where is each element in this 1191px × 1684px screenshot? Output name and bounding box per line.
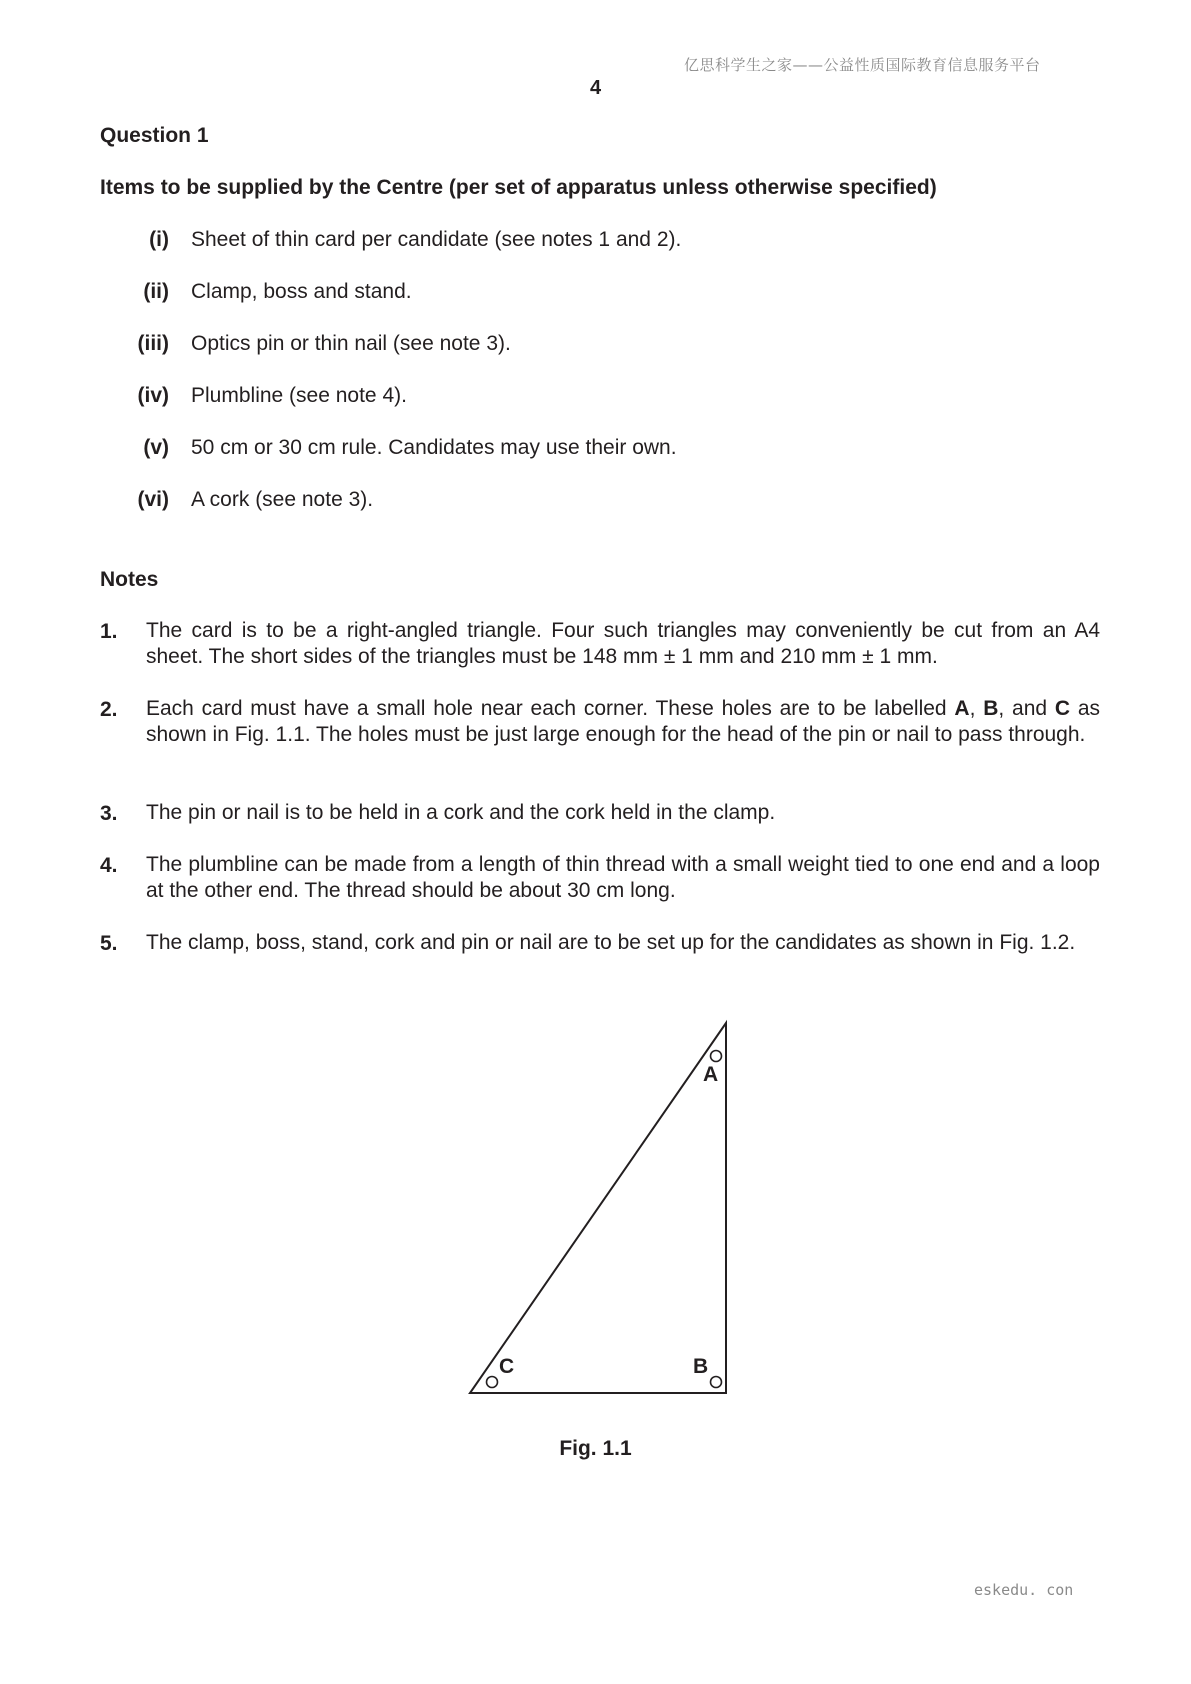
question-title: Question 1: [100, 124, 209, 147]
note-number: 4.: [100, 854, 118, 877]
watermark-bottom: eskedu. con: [974, 1581, 1074, 1599]
item-text: Sheet of thin card per candidate (see notes 1 and 2).: [191, 228, 682, 251]
item-number: (v): [143, 436, 169, 459]
note-text: The card is to be a right-angled triangle. Four such triangles may conveniently be cut from an A4 sheet. The short sides of the triangles must be 148 mm ± 1 mm and 210 mm ± 1 mm.: [146, 619, 1100, 668]
item-text: Clamp, boss and stand.: [191, 280, 412, 303]
note-text: The clamp, boss, stand, cork and pin or nail are to be set up for the candidates as shown in Fig. 1.2.: [146, 931, 1076, 954]
item-number: (iv): [137, 384, 169, 407]
item-number: (i): [149, 228, 169, 251]
item-text: A cork (see note 3).: [191, 488, 374, 511]
note-number: 1.: [100, 620, 118, 643]
label-a: A: [703, 1063, 719, 1086]
triangle-outline: [470, 1023, 726, 1393]
item-number: (ii): [143, 280, 169, 303]
note-text: The plumbline can be made from a length of thin thread with a small weight tied to one end and a loop at the other end. The thread should be about 30 cm long.: [146, 853, 1100, 902]
note-number: 3.: [100, 802, 118, 825]
hole-c-icon: [487, 1377, 498, 1388]
watermark-top: 亿思科学生之家——公益性质国际教育信息服务平台: [684, 56, 1041, 74]
note-text: Each card must have a small hole near each corner. These holes are to be labelled A, B, and C as shown in Fig. 1.1. The holes must be just large enough for the head of the pin or nail to pass through.: [146, 697, 1101, 746]
note-number: 5.: [100, 932, 118, 955]
item-number: (vi): [137, 488, 169, 511]
page-number: 4: [589, 77, 602, 99]
items-heading: Items to be supplied by the Centre (per set of apparatus unless otherwise specified): [100, 176, 937, 199]
item-text: Plumbline (see note 4).: [191, 384, 407, 407]
hole-a-icon: [711, 1051, 722, 1062]
notes-heading: Notes: [100, 568, 159, 591]
item-text: Optics pin or thin nail (see note 3).: [191, 332, 511, 355]
item-number: (iii): [137, 332, 169, 355]
item-text: 50 cm or 30 cm rule. Candidates may use their own.: [191, 436, 677, 459]
note-number: 2.: [100, 698, 118, 721]
figure-caption: Fig. 1.1: [559, 1437, 632, 1460]
label-c: C: [499, 1355, 515, 1378]
label-b: B: [693, 1355, 709, 1378]
note-text: The pin or nail is to be held in a cork and the cork held in the clamp.: [146, 801, 776, 824]
hole-b-icon: [711, 1377, 722, 1388]
